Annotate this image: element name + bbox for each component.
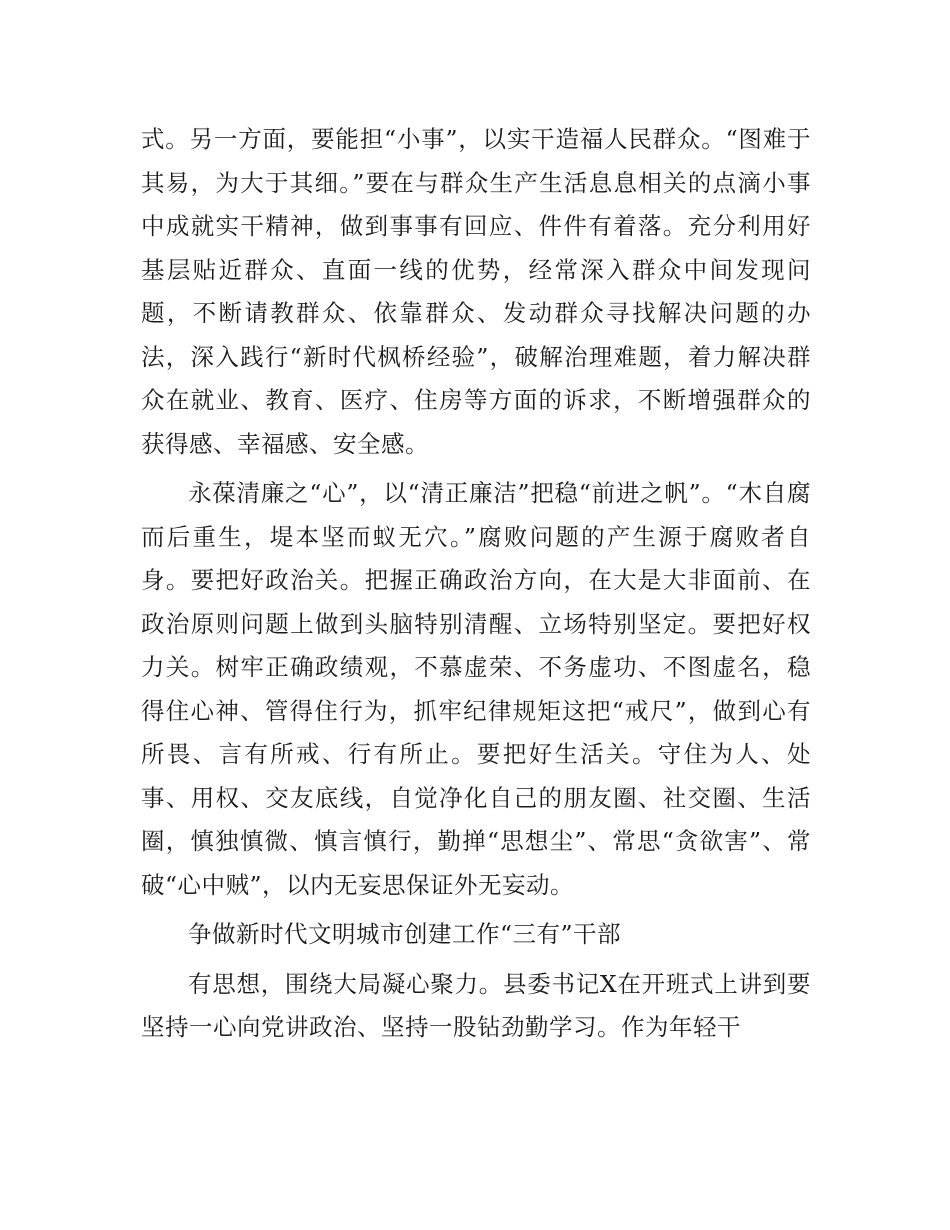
paragraph-thought: 有思想，围绕大局凝心聚力。县委书记X在开班式上讲到要坚持一心向党讲政治、坚持一股钻劲勤学习。作为年轻干 (141, 969, 811, 1041)
section-heading: 争做新时代文明城市创建工作“三有”干部 (188, 920, 622, 948)
document-body (141, 118, 811, 1056)
paragraph-integrity: 永葆清廉之“心”，以“清正廉洁”把稳“前进之帆”。“木自腐而后重生，堤本坚而蚁无穴。”腐败问题的产生源于腐败者自身。要把好政治关。把握正确政治方向，在大是大非面前、在政治原则问题上做到头脑特别清醒、立场特别坚定。要把好权力关。树牢正确政绩观，不慕虚荣、不务虚功、不图虚名，稳得住心神、管得住行为，抓牢纪律规矩这把“戒尺”，做到心有所畏、言有所戒、行有所止。要把好生活关。守住为人、处事、用权、交友底线，自觉净化自己的朋友圈、社交圈、生活圈，慎独慎微、慎言慎行，勤掸“思想尘”、常思“贪欲害”、常破“心中贼”，以内无妄思保证外无妄动。 (141, 479, 811, 899)
paragraph-continuation: 式。另一方面，要能担“小事”，以实干造福人民群众。“图难于其易，为大于其细。”要在与群众生产生活息息相关的点滴小事中成就实干精神，做到事事有回应、件件有着落。充分利用好基层贴近群众、直面一线的优势，经常深入群众中间发现问题，不断请教群众、依靠群众、发动群众寻找解决问题的办法，深入践行“新时代枫桥经验”，破解治理难题，着力解决群众在就业、教育、医疗、住房等方面的诉求，不断增强群众的获得感、幸福感、安全感。 (141, 125, 811, 458)
